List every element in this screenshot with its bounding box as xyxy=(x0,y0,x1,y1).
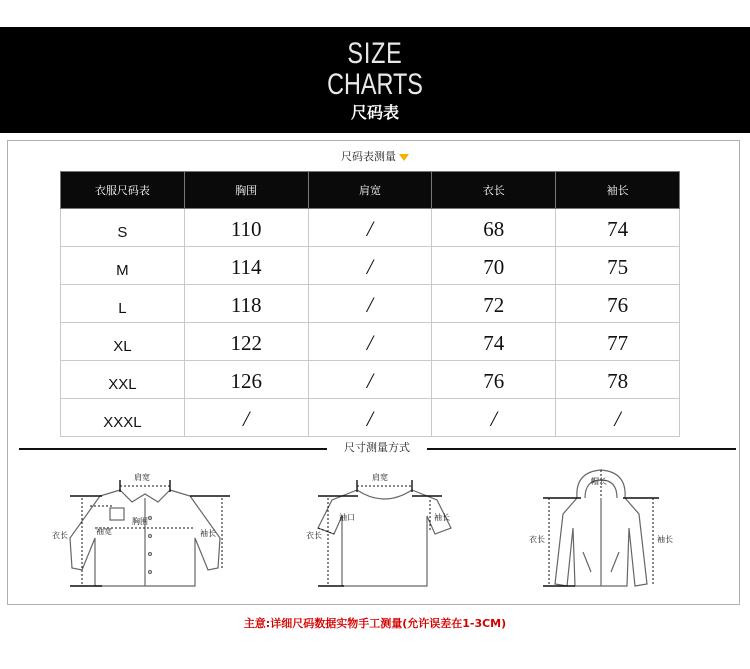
cell-length: 76 xyxy=(432,361,556,399)
cell-shoulder: / xyxy=(308,247,432,285)
header-size: 衣服尺码表 xyxy=(61,172,185,209)
cell-size: S xyxy=(61,209,185,247)
shirt-shoulder-label: 肩宽 xyxy=(134,473,150,482)
tshirt-shoulder-label: 肩宽 xyxy=(372,473,388,482)
shirt-chest-label: 胸围 xyxy=(132,517,148,526)
banner-subtitle: 尺码表 xyxy=(350,103,399,122)
cell-chest: / xyxy=(184,399,308,437)
cell-length: 70 xyxy=(432,247,556,285)
hoodie-sleeve-label: 袖长 xyxy=(657,535,673,544)
cell-sleeve: 78 xyxy=(556,361,680,399)
cell-chest: 110 xyxy=(184,209,308,247)
tshirt-outline-icon xyxy=(318,490,451,586)
tshirt-diagram xyxy=(302,468,472,598)
header-chest: 胸围 xyxy=(184,172,308,209)
size-table-title xyxy=(0,150,750,164)
cell-size: XXXL xyxy=(61,399,185,437)
cell-sleeve: 76 xyxy=(556,285,680,323)
measurement-note: 主意:详细尺码数据实物手工测量(允许误差在1-3CM) xyxy=(243,617,507,630)
header-sleeve: 袖长 xyxy=(556,172,680,209)
cell-length: 74 xyxy=(432,323,556,361)
header-length: 衣长 xyxy=(432,172,556,209)
cell-sleeve: / xyxy=(556,399,680,437)
cell-chest: 126 xyxy=(184,361,308,399)
title-banner xyxy=(0,27,750,133)
shirt-length-label: 衣长 xyxy=(52,531,68,540)
table-row xyxy=(61,247,680,285)
size-table xyxy=(60,171,680,437)
cell-size: L xyxy=(61,285,185,323)
table-row xyxy=(61,399,680,437)
tshirt-sleeve-label: 袖长 xyxy=(434,513,450,522)
divider-line-right xyxy=(427,448,736,450)
measure-section-title: 尺寸测量方式 xyxy=(344,441,410,454)
down-arrow-icon xyxy=(399,154,409,161)
size-table-title-text: 尺码表测量 xyxy=(341,150,396,163)
divider-line-left xyxy=(19,448,327,450)
shirt-diagram xyxy=(50,468,240,598)
cell-chest: 114 xyxy=(184,247,308,285)
cell-shoulder: / xyxy=(308,399,432,437)
banner-size-text: SIZE xyxy=(347,37,403,70)
shirt-outline-icon xyxy=(70,490,220,586)
cell-sleeve: 77 xyxy=(556,323,680,361)
cell-size: M xyxy=(61,247,185,285)
cell-size: XXL xyxy=(61,361,185,399)
cell-shoulder: / xyxy=(308,323,432,361)
table-row xyxy=(61,209,680,247)
cell-sleeve: 75 xyxy=(556,247,680,285)
table-row xyxy=(61,361,680,399)
banner-charts-text: CHARTS xyxy=(327,68,423,101)
table-row xyxy=(61,323,680,361)
hoodie-hood-label: 帽长 xyxy=(591,477,607,486)
cell-length: / xyxy=(432,399,556,437)
cell-length: 68 xyxy=(432,209,556,247)
cell-shoulder: / xyxy=(308,209,432,247)
table-header-row xyxy=(61,172,680,209)
cell-size: XL xyxy=(61,323,185,361)
shirt-sleeve-label: 袖长 xyxy=(200,529,216,538)
cell-chest: 122 xyxy=(184,323,308,361)
hoodie-length-label: 衣长 xyxy=(529,535,545,544)
tshirt-cuff-label: 袖口 xyxy=(339,513,355,522)
cell-shoulder: / xyxy=(308,361,432,399)
cell-length: 72 xyxy=(432,285,556,323)
table-row xyxy=(61,285,680,323)
tshirt-length-label: 衣长 xyxy=(306,531,322,540)
cell-shoulder: / xyxy=(308,285,432,323)
shirt-sleeve-width-label: 袖宽 xyxy=(96,527,112,536)
cell-chest: 118 xyxy=(184,285,308,323)
cell-sleeve: 74 xyxy=(556,209,680,247)
hoodie-diagram xyxy=(525,468,685,598)
header-shoulder: 肩宽 xyxy=(308,172,432,209)
